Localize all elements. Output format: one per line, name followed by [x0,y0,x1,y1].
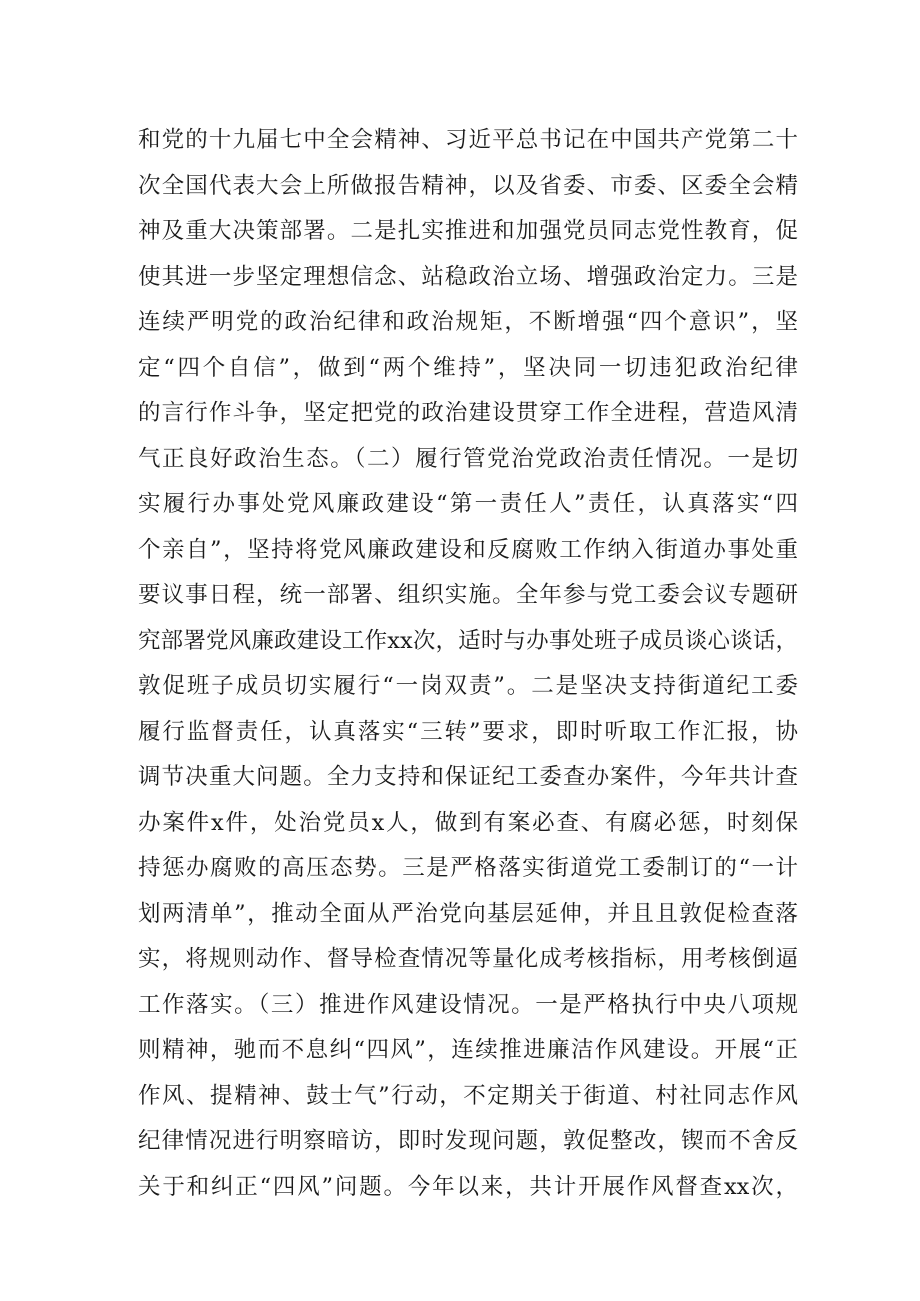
text-line: 和党的十九届七中全会精神、习近平总书记在中国共产党第二十 [138,127,798,153]
text-line: 次全国代表大会上所做报告精神，以及省委、市委、区委全会精 [138,172,798,199]
text-line: 关于和纠正“四风”问题。今年以来，共计开展作风督查xx次， [138,1173,798,1200]
text-line: 工作落实。（三）推进作风建设情况。一是严格执行中央八项规 [138,991,798,1018]
text-line: 个亲自”，坚持将党风廉政建设和反腐败工作纳入街道办事处重 [138,536,798,563]
text-line: 履行监督责任，认真落实“三转”要求，即时听取工作汇报，协 [138,718,798,745]
text-line: 的言行作斗争，坚定把党的政治建设贯穿工作全进程，营造风清 [138,400,798,426]
text-line: 纪律情况进行明察暗访，即时发现问题，敦促整改，锲而不舍反 [138,1128,798,1154]
text-line: 调节决重大问题。全力支持和保证纪工委查办案件，今年共计查 [138,764,798,790]
text-line: 实履行办事处党风廉政建设“第一责任人”责任，认真落实“四 [138,491,798,517]
text-line: 气正良好政治生态。（二）履行管党治党政治责任情况。一是切 [138,445,798,472]
text-line: 要议事日程，统一部署、组织实施。全年参与党工委会议专题研 [138,582,798,608]
text-line: 究部署党风廉政建设工作xx次，适时与办事处班子成员谈心谈话， [138,627,798,654]
text-line: 持惩办腐败的高压态势。三是严格落实街道党工委制订的“一计 [138,855,798,881]
text-line: 敦促班子成员切实履行“一岗双责”。二是坚决支持街道纪工委 [138,673,798,699]
text-line: 则精神，驰而不息纠“四风”，连续推进廉洁作风建设。开展“正 [138,1037,798,1063]
text-line: 作风、提精神、鼓士气”行动，不定期关于街道、村社同志作风 [138,1082,798,1109]
text-line: 办案件x件，处治党员x人，做到有案必查、有腐必惩，时刻保 [138,809,798,836]
document-body [138,118,798,1210]
text-line: 神及重大决策部署。二是扎实推进和加强党员同志党性教育，促 [138,218,798,244]
text-line: 定“四个自信”，做到“两个维持”，坚决同一切违犯政治纪律 [138,354,798,381]
text-line: 划两清单”，推动全面从严治党向基层延伸，并且且敦促检查落 [138,900,798,927]
text-line: 实，将规则动作、督导检查情况等量化成考核指标，用考核倒逼 [138,946,798,972]
text-line: 使其进一步坚定理想信念、站稳政治立场、增强政治定力。三是 [138,263,798,290]
text-line: 连续严明党的政治纪律和政治规矩，不断增强“四个意识”，坚 [138,309,798,335]
